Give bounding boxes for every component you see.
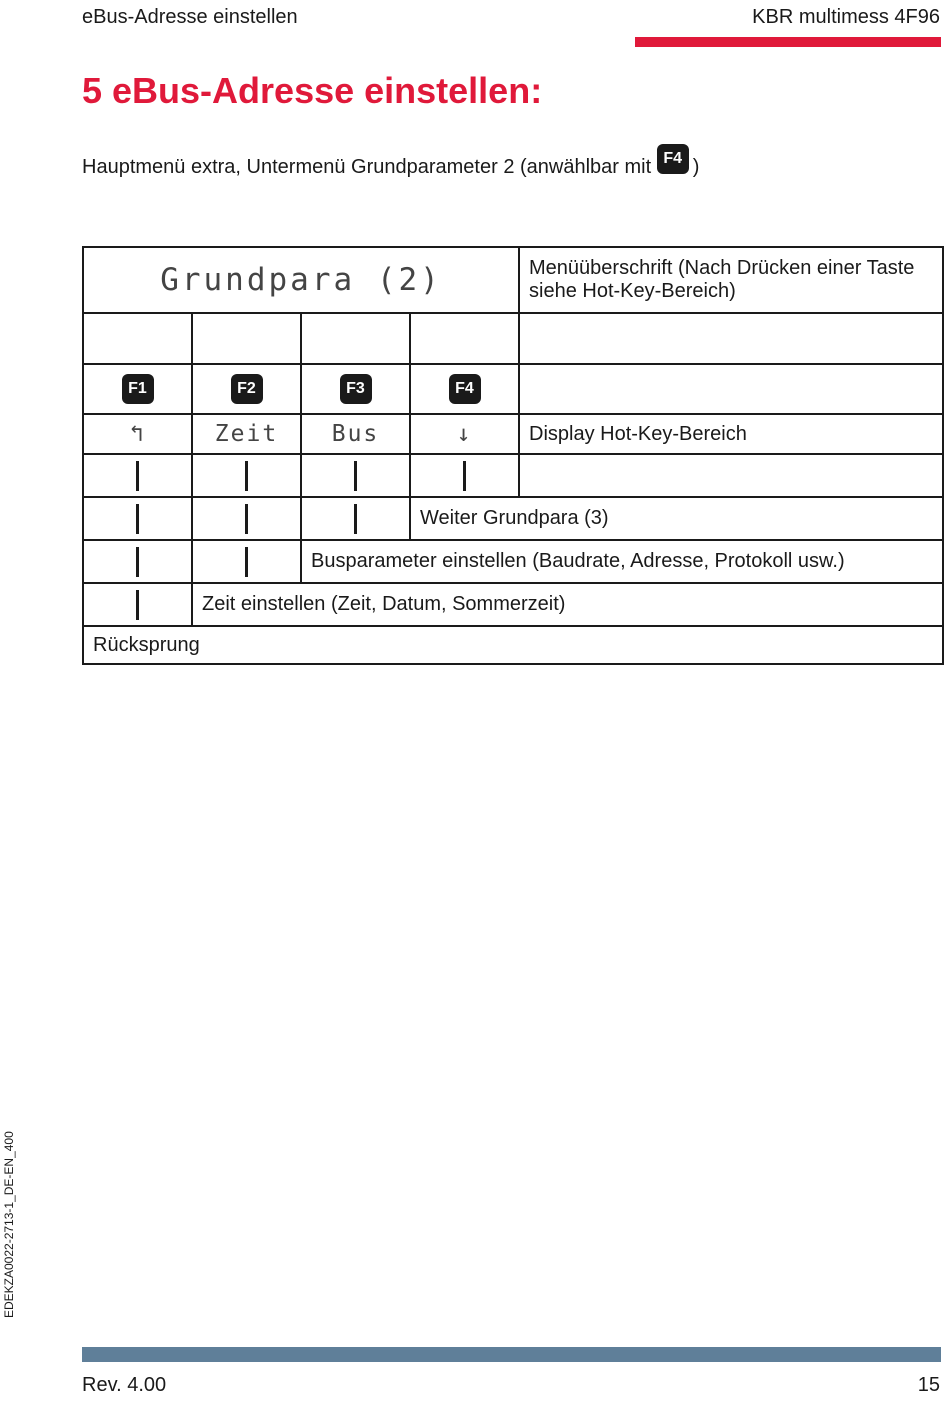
- f4-key-icon: F4: [449, 374, 481, 404]
- display-title-row: [83, 247, 943, 313]
- header-product-name: KBR multimess 4F96: [752, 6, 940, 28]
- connector-line: [245, 547, 248, 577]
- connector-line: [463, 461, 466, 491]
- f2-function-row: [83, 583, 943, 626]
- connector-cell: [83, 497, 192, 540]
- hotkey-description: Display Hot-Key-Bereich: [519, 414, 943, 454]
- hotkey-bus: Bus: [301, 414, 410, 454]
- empty-cell: [192, 313, 301, 364]
- connector-line: [354, 461, 357, 491]
- f3-function-row: [83, 540, 943, 583]
- down-arrow-icon: ↓: [410, 414, 519, 454]
- header-section-title: eBus-Adresse einstellen: [82, 6, 298, 28]
- intro-paragraph: [82, 150, 700, 184]
- f1-function-row: [83, 626, 943, 664]
- menu-structure-table: [82, 246, 944, 665]
- connector-cell: [410, 454, 519, 497]
- connector-line: [136, 504, 139, 534]
- empty-cell: [83, 313, 192, 364]
- hotkey-zeit: Zeit: [192, 414, 301, 454]
- f2-key-icon: F2: [231, 374, 263, 404]
- connector-cell: [192, 540, 301, 583]
- intro-text: Hauptmenü extra, Untermenü Grundparameter 2 (anwählbar mit: [82, 156, 652, 178]
- display-title: Grundpara (2): [83, 247, 519, 313]
- f1-key-icon: F1: [122, 374, 154, 404]
- f1-cell: [83, 364, 192, 414]
- connector-cell: [192, 497, 301, 540]
- connector-row: [83, 454, 943, 497]
- connector-cell: [83, 540, 192, 583]
- function-keys-row: [83, 364, 943, 414]
- f3-description: Busparameter einstellen (Baudrate, Adresse, Protokoll usw.): [301, 540, 943, 583]
- empty-cell: [519, 364, 943, 414]
- intro-close: ): [692, 156, 700, 178]
- empty-cell: [519, 454, 943, 497]
- connector-line: [245, 461, 248, 491]
- f4-description: Weiter Grundpara (3): [410, 497, 943, 540]
- empty-cell: [519, 313, 943, 364]
- f1-description: Rücksprung: [83, 626, 943, 664]
- connector-line: [136, 547, 139, 577]
- revision-label: Rev. 4.00: [82, 1374, 167, 1396]
- connector-line: [136, 590, 139, 620]
- menu-heading-description: Menüüberschrift (Nach Drücken einer Taste siehe Hot-Key-Bereich): [519, 247, 943, 313]
- f3-cell: [301, 364, 410, 414]
- f4-cell: [410, 364, 519, 414]
- connector-cell: [301, 454, 410, 497]
- empty-cell: [410, 313, 519, 364]
- f4-function-row: [83, 497, 943, 540]
- connector-cell: [83, 454, 192, 497]
- f3-key-icon: F3: [340, 374, 372, 404]
- connector-line: [354, 504, 357, 534]
- connector-line: [245, 504, 248, 534]
- f2-description: Zeit einstellen (Zeit, Datum, Sommerzeit): [192, 583, 943, 626]
- page-title: 5 eBus-Adresse einstellen:: [82, 70, 543, 111]
- header-accent-bar: [635, 37, 941, 47]
- connector-cell: [192, 454, 301, 497]
- empty-cell: [301, 313, 410, 364]
- page-number: 15: [917, 1374, 940, 1396]
- footer-bar: [82, 1347, 941, 1362]
- connector-cell: [83, 583, 192, 626]
- empty-row: [83, 313, 943, 364]
- f4-key-icon: F4: [657, 144, 689, 174]
- f2-cell: [192, 364, 301, 414]
- connector-line: [136, 461, 139, 491]
- return-arrow-icon: ↰: [83, 414, 192, 454]
- connector-cell: [301, 497, 410, 540]
- document-code: EDEKZA0022-2713-1_DE-EN_400: [2, 1131, 16, 1318]
- hotkey-row: [83, 414, 943, 454]
